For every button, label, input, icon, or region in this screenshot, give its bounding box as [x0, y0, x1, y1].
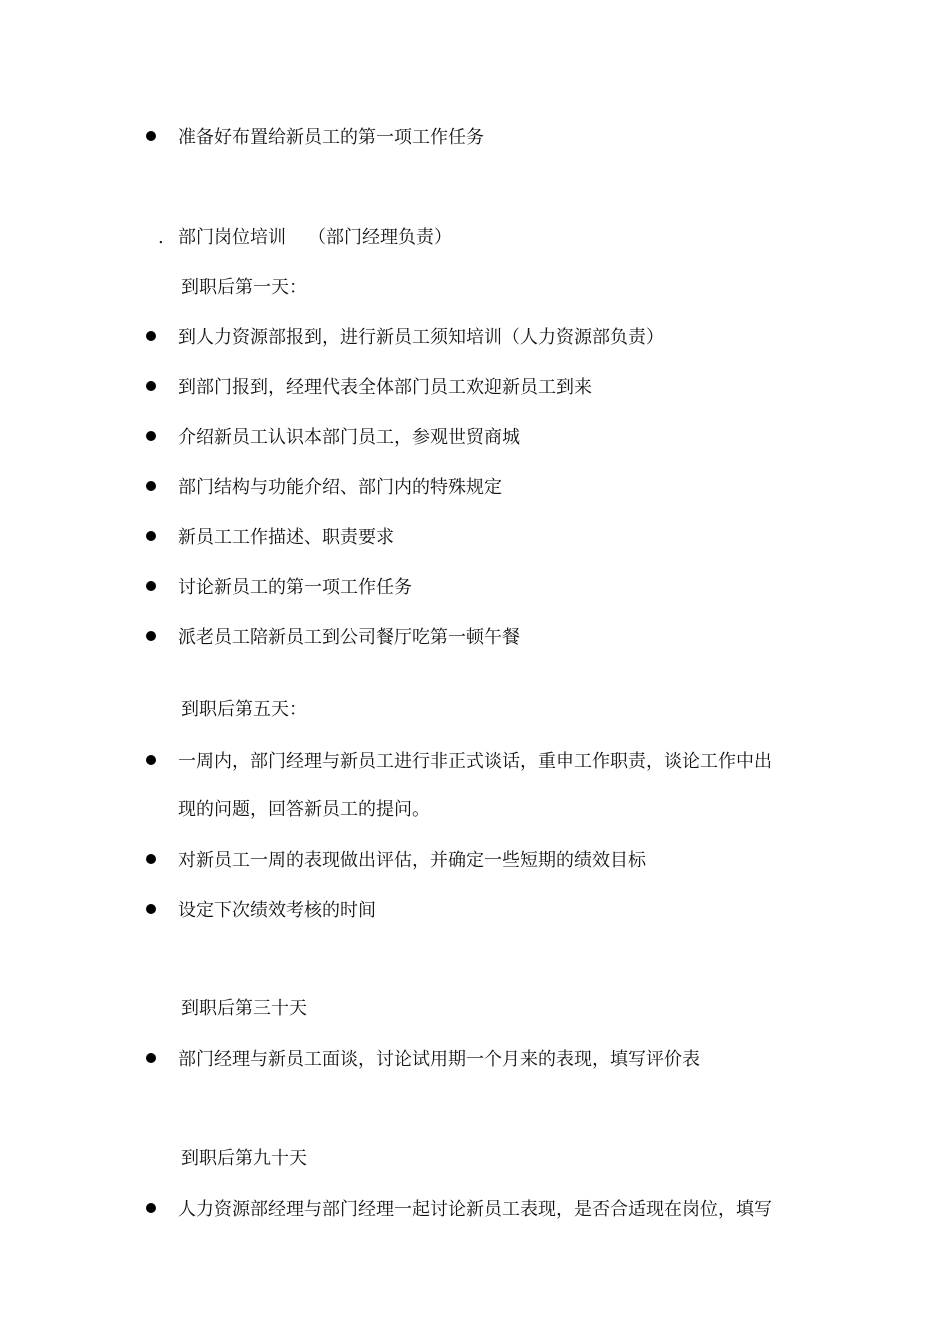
bullet-dot [146, 331, 156, 341]
subheading-day90: 到职后第九十天 [181, 1148, 307, 1169]
list-item: 准备好布置给新员工的第一项工作任务 [178, 127, 484, 148]
list-item: 派老员工陪新员工到公司餐厅吃第一顿午餐 [178, 627, 520, 648]
list-item: 到人力资源部报到，进行新员工须知培训（人力资源部负责） [178, 327, 664, 348]
bullet-dot [146, 581, 156, 591]
list-item: 讨论新员工的第一项工作任务 [178, 577, 412, 598]
section-marker: . [158, 227, 164, 248]
section-note: （部门经理负责） [308, 227, 452, 248]
list-item: 部门结构与功能介绍、部门内的特殊规定 [178, 477, 502, 498]
bullet-dot [146, 854, 156, 864]
bullet-dot [146, 1053, 156, 1063]
bullet-dot [146, 481, 156, 491]
bullet-dot [146, 1203, 156, 1213]
list-item: 设定下次绩效考核的时间 [178, 900, 376, 921]
list-item: 对新员工一周的表现做出评估，并确定一些短期的绩效目标 [178, 850, 646, 871]
list-item: 人力资源部经理与部门经理一起讨论新员工表现，是否合适现在岗位，填写 [178, 1199, 772, 1220]
list-item: 介绍新员工认识本部门员工，参观世贸商城 [178, 427, 520, 448]
section-title: 部门岗位培训 [178, 227, 286, 248]
subheading-day1: 到职后第一天： [181, 277, 307, 298]
bullet-dot [146, 755, 156, 765]
list-item-continuation: 现的问题，回答新员工的提问。 [178, 799, 430, 820]
list-item: 部门经理与新员工面谈，讨论试用期一个月来的表现，填写评价表 [178, 1049, 700, 1070]
bullet-dot [146, 531, 156, 541]
bullet-dot [146, 904, 156, 914]
bullet-dot [146, 631, 156, 641]
list-item: 到部门报到，经理代表全体部门员工欢迎新员工到来 [178, 377, 592, 398]
bullet-dot [146, 131, 156, 141]
subheading-day5: 到职后第五天： [181, 699, 307, 720]
subheading-day30: 到职后第三十天 [181, 998, 307, 1019]
bullet-dot [146, 381, 156, 391]
list-item: 一周内，部门经理与新员工进行非正式谈话，重申工作职责，谈论工作中出 [178, 751, 772, 772]
list-item: 新员工工作描述、职责要求 [178, 527, 394, 548]
bullet-dot [146, 431, 156, 441]
